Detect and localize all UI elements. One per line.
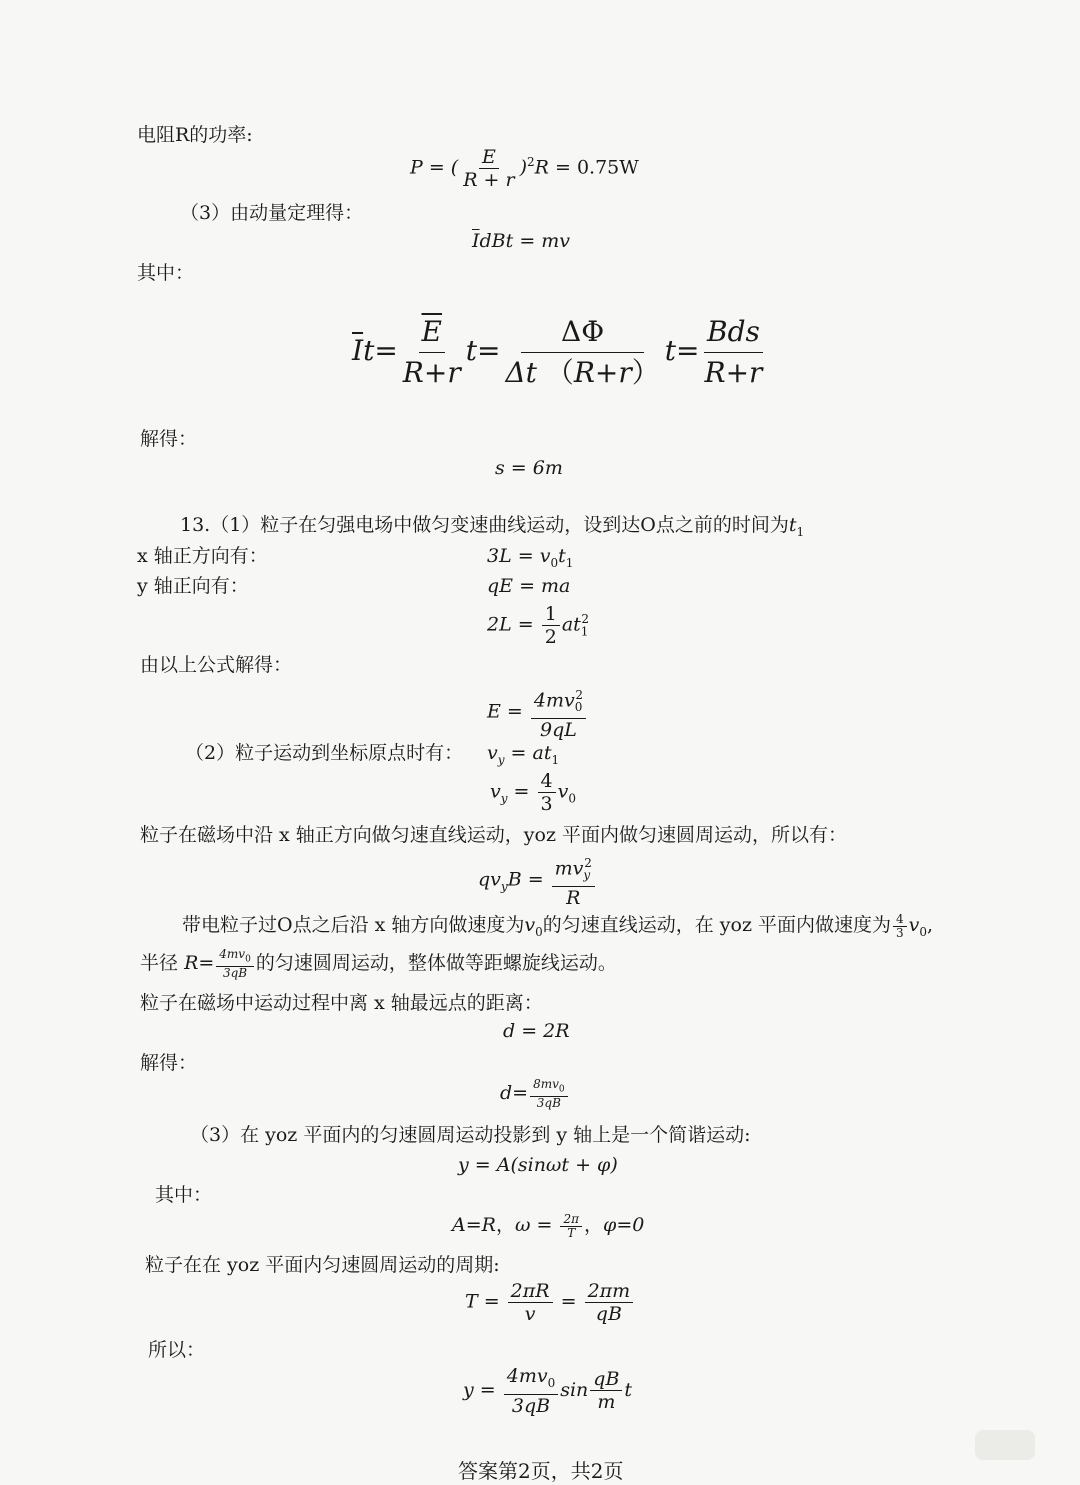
- watermark-smudge: [975, 1430, 1035, 1460]
- text-solve-2: 由以上公式解得：: [140, 654, 293, 676]
- formula-y-sin: y = A(sinωt + φ): [458, 1154, 618, 1176]
- power-value: 0.75W: [576, 156, 639, 179]
- text-momentum-theorem: （3）由动量定理得：: [180, 202, 364, 224]
- text-power-intro: 电阻R的功率:: [137, 124, 253, 146]
- formula-qE: qE = ma: [487, 575, 571, 597]
- text-period: 粒子在在 yoz 平面内匀速圆周运动的周期:: [145, 1254, 500, 1276]
- text-helix-motion-1: 带电粒子过O点之后沿 x 轴方向做速度为$v_0$的匀速直线运动，在 yoz 平面内做速度为 $\frac{4}{3}$ $v_0$,: [182, 911, 934, 940]
- formula-2L: 2L = $\frac{1}{2}$ $at_1^2$: [487, 603, 590, 648]
- text-q13-part2: （2）粒子运动到坐标原点时有：: [185, 742, 464, 764]
- text-helix-motion-2: 半径 R= $\frac{4mv_0}{3qB}$ 的匀速圆周运动，整体做等距螺旋线运动。: [140, 947, 617, 981]
- formula-T: T = $\frac{2\pi R}{v}$ = $\frac{2\pi m}{qB}$: [465, 1280, 635, 1325]
- formula-average-current: $\overline{I}t=$ $\frac{\overline{E}}{R+r}$ t= $\frac{\Delta\Phi}{\Delta t (R+r)}$ t= $\frac{\text{Bds}}{R+r}$: [352, 312, 767, 393]
- text-solve-1: 解得：: [140, 428, 198, 450]
- formula-A-omega-phi: A=R，ω = $\frac{2\pi}{T}$ ，φ=0: [452, 1211, 645, 1240]
- formula-d-2R: d = 2R: [503, 1020, 570, 1042]
- page-footer: 答案第2页，共2页: [458, 1459, 624, 1483]
- formula-power: P = ( $\frac{E}{R + r}$ )$^2$R = 0.75W: [410, 146, 639, 191]
- formula-vy-value: $v_y$ = $\frac{4}{3}$ $v_0$: [490, 770, 576, 815]
- formula-vy-at: $v_y = at_1$: [487, 742, 560, 767]
- text-where-2: 其中：: [155, 1184, 213, 1206]
- text-q13-part1: 13.（1）粒子在匀强电场中做匀变速曲线运动，设到达O点之前的时间为$t_1$: [180, 514, 805, 539]
- formula-y-final: y = $\frac{4mv_0}{3qB}$ sin $\frac{qB}{m}$ t: [463, 1365, 633, 1417]
- formula-momentum: $\overline{I}dBt$ = mv: [472, 230, 571, 252]
- formula-qvB: $qv_yB$ = $\frac{mv_y^2}{R}$: [478, 852, 597, 909]
- text-so: 所以：: [148, 1339, 206, 1361]
- text-x-axis: x 轴正方向有：: [137, 545, 268, 567]
- text-y-axis: y 轴正向有：: [137, 575, 249, 597]
- formula-E: E = $\frac{4mv_0^2}{9qL}$: [487, 684, 588, 741]
- text-solve-3: 解得：: [140, 1052, 198, 1074]
- text-magnetic-motion: 粒子在磁场中沿 x 轴正方向做匀速直线运动，yoz 平面内做匀速圆周运动，所以有：: [140, 824, 848, 846]
- text-where-1: 其中：: [137, 262, 195, 284]
- text-q13-part3: （3）在 yoz 平面内的匀速圆周运动投影到 y 轴上是一个简谐运动:: [190, 1124, 751, 1146]
- formula-3L: $3L = v_0t_1$: [487, 545, 574, 570]
- text-max-distance: 粒子在磁场中运动过程中离 x 轴最远点的距离：: [140, 992, 543, 1014]
- formula-d-value: d= $\frac{8mv_0}{3qB}$: [500, 1078, 570, 1110]
- formula-s-result: s = 6m: [495, 457, 563, 479]
